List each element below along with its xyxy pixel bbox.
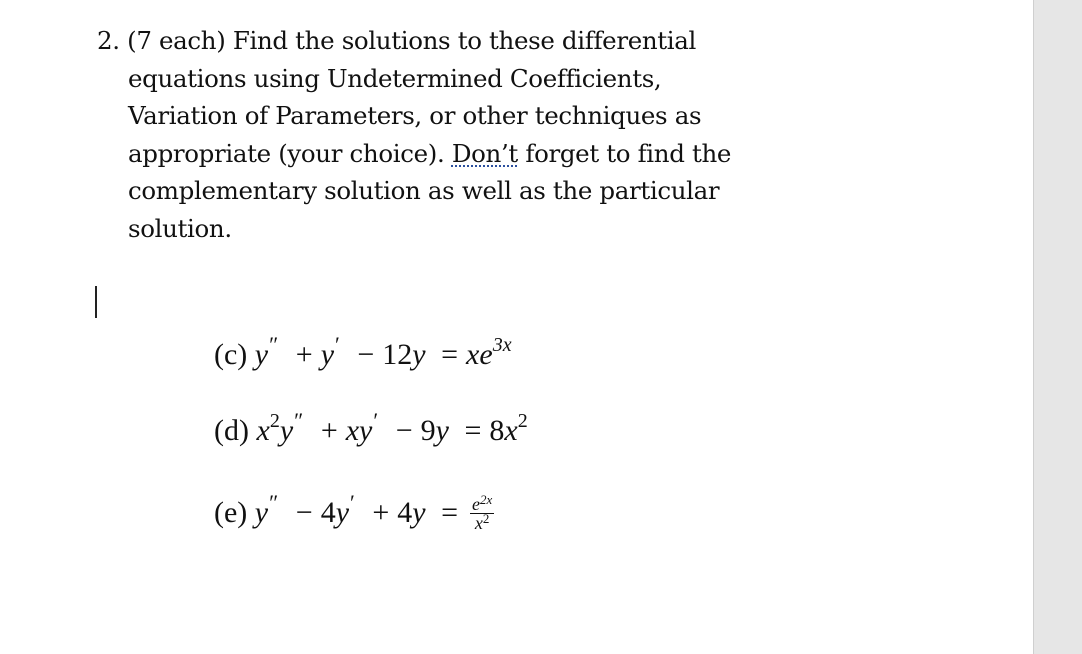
prime: ′	[350, 490, 355, 515]
fraction-denominator: $x^2$	[474, 510, 490, 533]
equation-e: (e) y″ − 4y′ + 4y = $\frac{e^{2x}}{x^2}$	[214, 490, 493, 533]
double-prime: ″	[269, 490, 279, 515]
question-line-1: 2. (7 each) Find the solutions to these differential	[97, 26, 696, 55]
question-line-3: Variation of Parameters, or other techniques as	[128, 101, 702, 130]
fraction	[470, 491, 494, 533]
fraction-numerator: $e^{2x}$	[472, 491, 493, 514]
prime: ′	[335, 332, 340, 357]
double-prime: ″	[294, 408, 304, 433]
question-line-5: complementary solution as well as the particular	[128, 176, 720, 205]
equation-c: (c) $y'' + y' - 12y = xe^{3x}$	[214, 332, 512, 371]
equation-label: (c)	[214, 338, 248, 371]
equation-label: (e)	[214, 496, 248, 529]
question-line-2: equations using Undetermined Coefficients,	[128, 63, 662, 93]
text-cursor	[95, 286, 97, 318]
double-prime: ″	[269, 332, 279, 357]
page-gutter	[1033, 0, 1082, 654]
question-line-6: solution.	[128, 213, 232, 243]
prime: ′	[373, 408, 379, 433]
spellcheck-flagged-word[interactable]: Don’t	[451, 138, 518, 168]
question-line-4: appropriate (your choice). Don’t forget to find the	[128, 138, 732, 168]
equation-label: (d)	[214, 414, 249, 447]
question-text	[97, 22, 757, 247]
equation-d: (d) $x^2y'' + xy' - 9y = 8x^2$	[214, 408, 528, 447]
